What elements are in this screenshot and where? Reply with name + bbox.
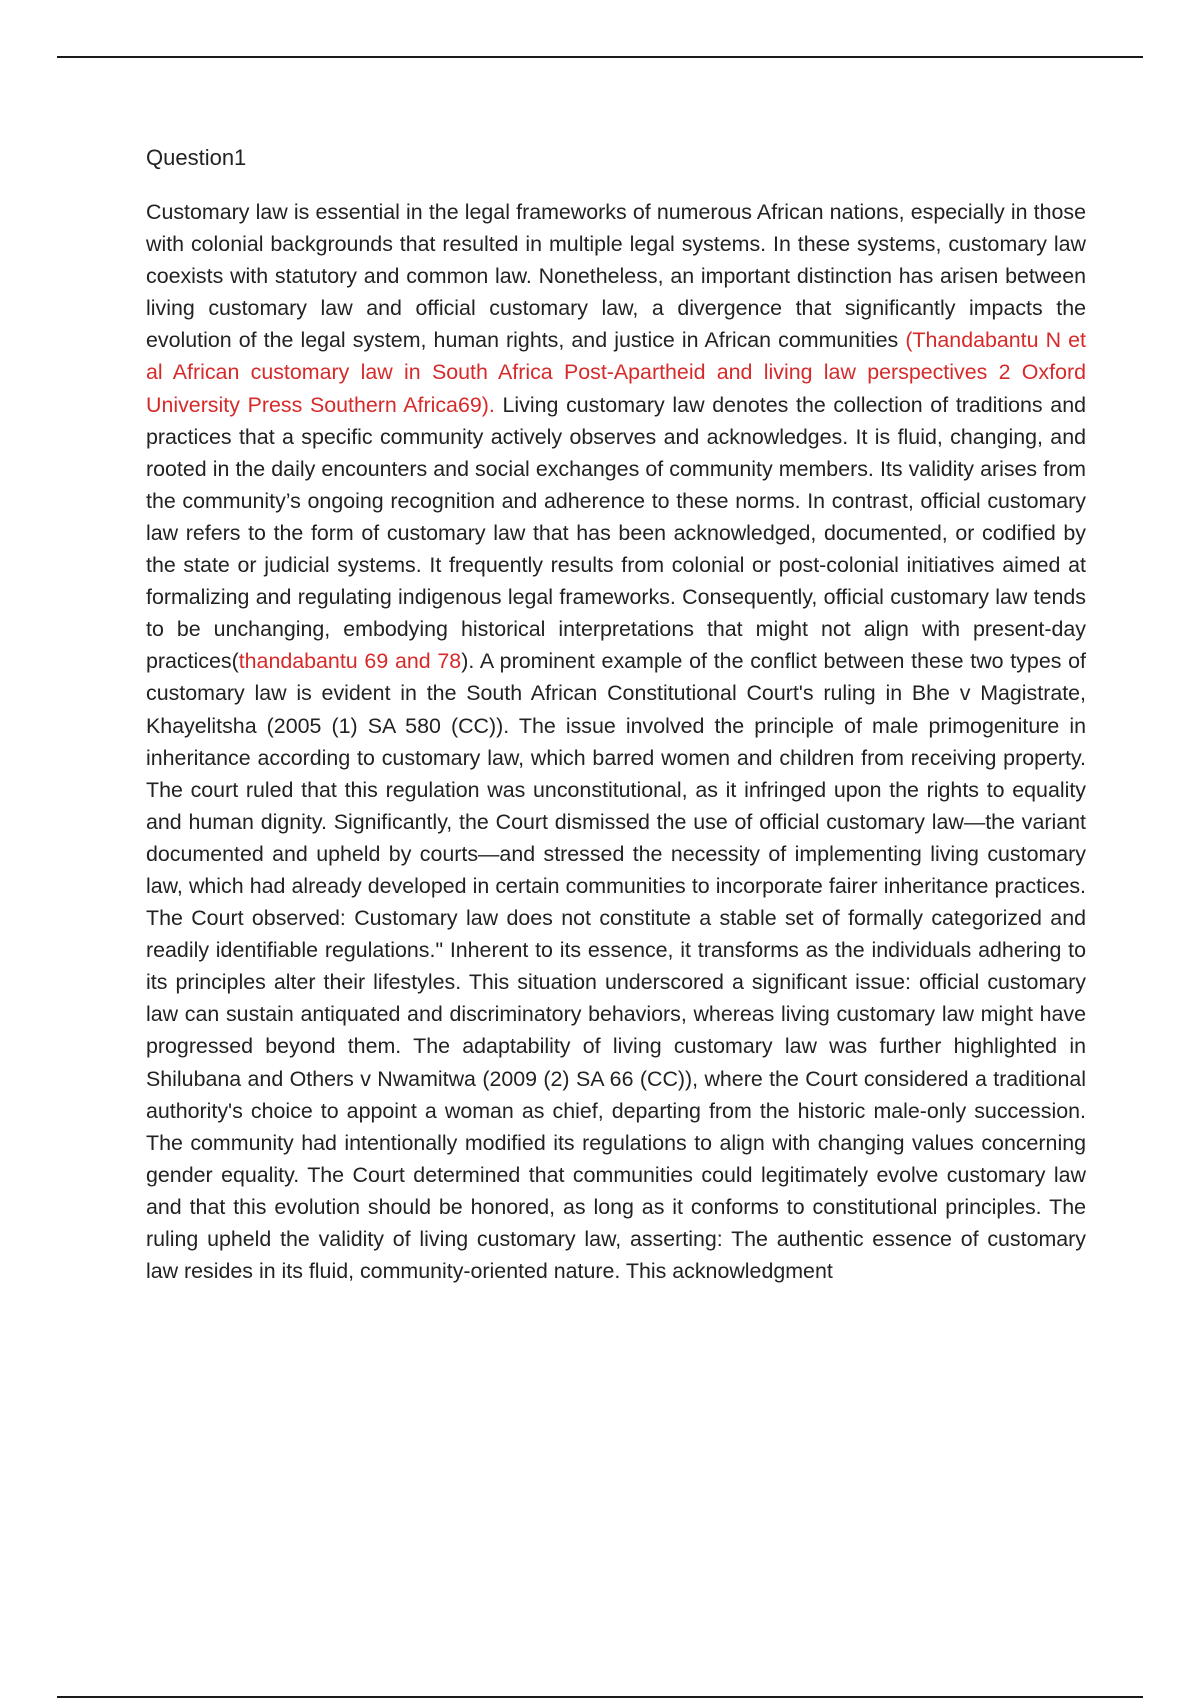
essay-paragraph xyxy=(146,196,1086,1287)
citation-thandabantu-pages: thandabantu 69 and 78 xyxy=(238,649,462,674)
paragraph-text: Customary law is essential in the legal frameworks of numerous African nations, especially in those with colonial backgrounds that resulted in multiple legal systems. In these systems, customary law coexists with statutory and common law. Nonetheless, an important distinction has arisen between living customary law and official customary law, a divergence that significantly impacts the evolution of the legal system, human rights, and justice in African communities xyxy=(146,200,1086,353)
header-rule xyxy=(57,56,1143,58)
paragraph-text: Living customary law denotes the collection of traditions and practices that a specific community actively observes and acknowledges. It is fluid, changing, and rooted in the daily encounters and social exchanges of community members. Its validity arises from the community’s ongoing recognition and adherence to these norms. In contrast, official customary law refers to the form of customary law that has been acknowledged, documented, or codified by the state or judicial systems. It frequently results from colonial or post-colonial initiatives aimed at formalizing and regulating indigenous legal frameworks. Consequently, official customary law tends to be unchanging, embodying historical interpretations that might not align with present-day practices( xyxy=(146,392,1086,674)
question-heading: Question1 xyxy=(146,145,247,170)
citation-thandabantu-book: (Thandabantu N et al African customary law in South Africa Post-Apartheid and living law perspectives 2 Oxford University Press Southern Africa69). xyxy=(146,328,1086,417)
paragraph-text: ). A prominent example of the conflict between these two types of customary law is evident in the South African Constitutional Court's ruling in Bhe v Magistrate, Khayelitsha (2005 (1) SA 580 (CC)). The issue involved the principle of male primogeniture in inheritance according to customary law, which barred women and children from receiving property. The court ruled that this regulation was unconstitutional, as it infringed upon the rights to equality and human dignity. Significantly, the Court dismissed the use of official customary law—the variant documented and upheld by courts—and stressed the necessity of implementing living customary law, which had already developed in certain communities to incorporate fairer inheritance practices. The Court observed: Customary law does not constitute a stable set of formally categorized and readily identifiable regulations." Inherent to its essence, it transforms as the individuals adhering to its principles alter their lifestyles. This situation underscored a significant issue: official customary law can sustain antiquated and discriminatory behaviors, whereas living customary law might have progressed beyond them. The adaptability of living customary law was further highlighted in Shilubana and Others v Nwamitwa (2009 (2) SA 66 (CC)), where the Court considered a traditional authority's choice to appoint a woman as chief, departing from the historic male-only succession. The community had intentionally modified its regulations to align with changing values concerning gender equality. The Court determined that communities could legitimately evolve customary law and that this evolution should be honored, as long as it conforms to constitutional principles. The ruling upheld the validity of living customary law, asserting: The authentic essence of customary law resides in its fluid, community-oriented nature. This acknowledgment xyxy=(146,649,1086,1284)
footer-rule xyxy=(57,1696,1143,1698)
document-body xyxy=(146,144,1086,1287)
